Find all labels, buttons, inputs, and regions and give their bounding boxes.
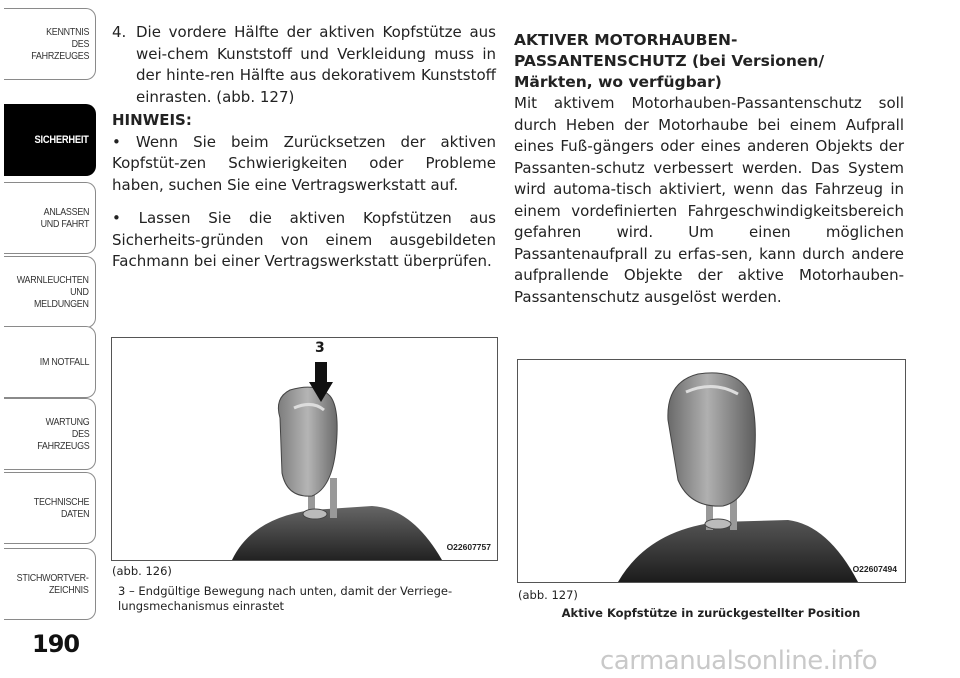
- step-text: Die vordere Hälfte der aktiven Kopfstütze aus wei-chem Kunststoff und Verkleidung muss in der hinte-ren Hälfte aus dekorativem Kunststoff einrasten. (abb. 127): [136, 23, 496, 106]
- tab-wartung-des-fahrzeugs[interactable]: [4, 398, 96, 470]
- page-number: 190: [32, 630, 80, 658]
- tab-sicherheit[interactable]: [4, 104, 96, 176]
- tab-im-notfall[interactable]: [4, 326, 96, 398]
- figure-caption: Aktive Kopfstütze in zurückgestellter Position: [561, 606, 861, 620]
- note-bullet: • Wenn Sie beim Zurücksetzen der aktiven Kopfstüt-zen Schwierigkeiten oder Probleme haben, suchen Sie eine Vertragswerkstatt auf.: [112, 132, 496, 194]
- right-column: [514, 30, 904, 308]
- tab-label: ANLASSEN UND FAHRT: [40, 206, 89, 230]
- headrest-body: [668, 373, 755, 506]
- section-body: Mit aktivem Motorhauben-Passantenschutz soll durch Heben der Motorhaube bei einem Aufprall eines Fuß-gängers oder eines anderen Objekts der Passanten-schutz verbessert werden. Das System wird automa-tisch aktiviert, wenn das Fahrzeug in einem vordefinierten Fahrgeschwindigkeitsbereich gefahren wird. Um einen möglichen Passantenaufprall zu erfas-sen, kann durch andere aufprallende Objekte der aktive Motorhauben-Passantenschutz ausgelöst werden.: [514, 94, 904, 306]
- tab-label: KENNTNIS DES FAHRZEUGES: [31, 26, 89, 62]
- seat-back: [618, 520, 858, 582]
- figure-caption: 3 – Endgültige Bewegung nach unten, damit der Verriege-lungsmechanismus einrastet: [118, 584, 453, 613]
- tab-label: WARTUNG DES FAHRZEUGS: [36, 416, 89, 452]
- chapter-sidebar: [0, 0, 100, 640]
- tab-label: TECHNISCHE DATEN: [33, 496, 89, 520]
- figure-label: (abb. 127): [518, 588, 578, 602]
- left-column: [112, 22, 496, 273]
- tab-label: STICHWORTVER- ZEICHNIS: [17, 572, 89, 596]
- figure-code: O22607757: [446, 542, 491, 552]
- instruction-step: [112, 22, 496, 108]
- headrest-post-right: [330, 478, 337, 518]
- figure-126: [111, 337, 498, 561]
- headrest-illustration: [518, 360, 905, 582]
- tab-technische-daten[interactable]: [4, 472, 96, 544]
- tab-kenntnis-des-fahrzeuges[interactable]: [4, 8, 96, 80]
- callout-number: 3: [315, 340, 325, 356]
- note-heading: HINWEIS:: [112, 111, 192, 129]
- headrest-illustration: [112, 338, 497, 560]
- tab-label: WARNLEUCHTEN UND MELDUNGEN: [17, 274, 89, 310]
- tab-warnleuchten-und-meldungen[interactable]: [4, 256, 96, 328]
- figure-127: [517, 359, 906, 583]
- headrest-guide: [705, 519, 731, 529]
- watermark: carmanualsonline.info: [600, 646, 878, 676]
- note-bullet: • Lassen Sie die aktiven Kopfstützen aus Sicherheits-gründen von einem ausgebildeten Fachmann bei einer Vertragswerkstatt überprüfen.: [112, 209, 496, 270]
- tab-anlassen-und-fahrt[interactable]: [4, 182, 96, 254]
- tab-stichwortverzeichnis[interactable]: [4, 548, 96, 620]
- tab-label: SICHERHEIT: [34, 134, 89, 146]
- headrest-guide: [303, 509, 327, 519]
- down-arrow-icon: [309, 362, 333, 402]
- tab-label: IM NOTFALL: [39, 356, 89, 368]
- figure-label: (abb. 126): [112, 564, 172, 578]
- section-heading: AKTIVER MOTORHAUBEN-PASSANTENSCHUTZ (bei Versionen/ Märkten, wo verfügbar): [514, 31, 825, 91]
- step-number: 4.: [112, 23, 127, 41]
- figure-code: O22607494: [852, 564, 897, 574]
